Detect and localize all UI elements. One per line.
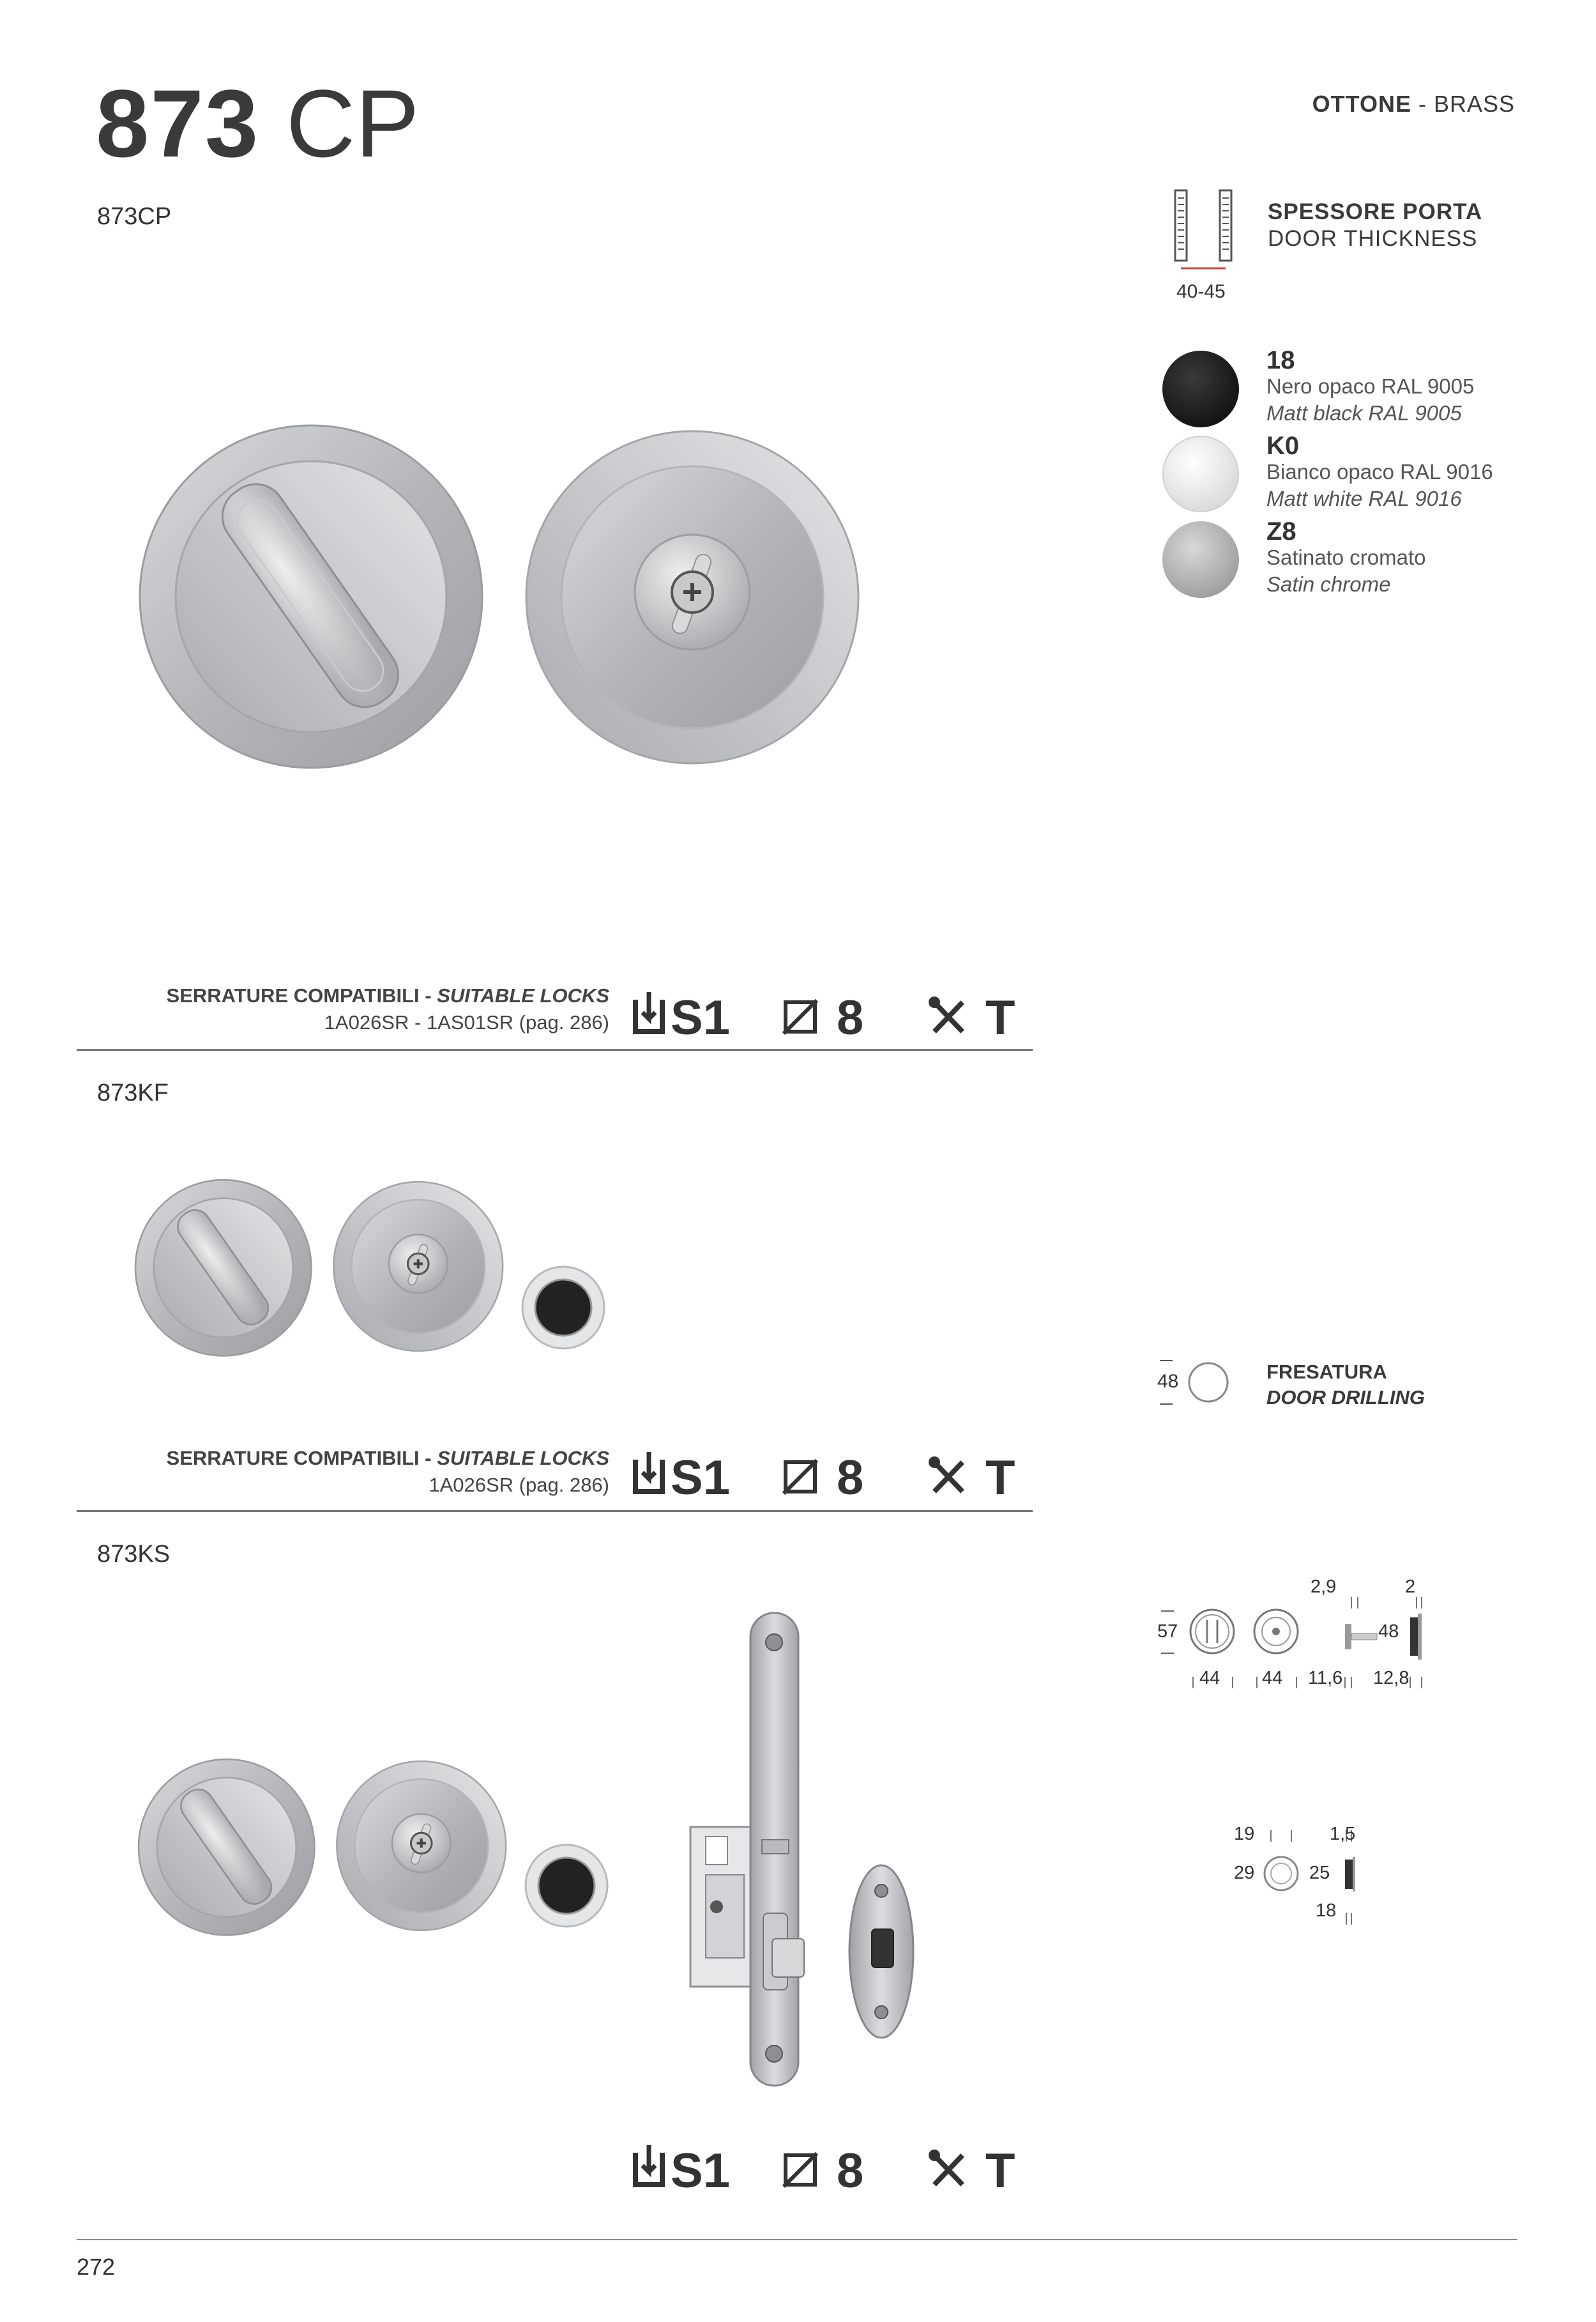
- dim-1-5: 1,5: [1330, 1824, 1356, 1844]
- privacy-turn-image: [137, 423, 485, 771]
- dim-19: 19: [1234, 1824, 1255, 1844]
- tools-icon: [929, 997, 962, 1032]
- dim-44a: 44: [1199, 1668, 1220, 1688]
- finish-name-it-18: Nero opaco RAL 9005: [1266, 374, 1475, 398]
- page-title: [96, 70, 420, 177]
- footer-divider: [77, 2239, 1517, 2240]
- dim-2-9: 2,9: [1311, 1577, 1337, 1597]
- ks-finger-pull-image: [524, 1843, 610, 1929]
- spec-s-value: S1: [671, 2144, 730, 2197]
- mortise-lock-image: [687, 1607, 929, 2092]
- finish-name-it-z8: Satinato cromato: [1266, 546, 1426, 569]
- dim-57: 57: [1157, 1621, 1178, 1642]
- drilling-diameter: 48: [1157, 1371, 1179, 1392]
- title-number: 873: [96, 70, 260, 177]
- compatible-locks-873kf: SERRATURE COMPATIBILI - SUITABLE LOCKS 1A026SR (pag. 286): [34, 1445, 609, 1499]
- door-thickness-label-en: DOOR THICKNESS: [1268, 226, 1478, 251]
- drilling-circle-icon: [1156, 1354, 1239, 1412]
- dim-18: 18: [1316, 1900, 1337, 1921]
- square-spindle-icon: [784, 2153, 817, 2187]
- spec-square-value: 8: [837, 991, 864, 1044]
- compatible-locks-list-873cp: 1A026SR - 1AS01SR (pag. 286): [324, 1011, 609, 1034]
- finish-code-18: 18: [1266, 346, 1295, 374]
- compatible-locks-873cp: SERRATURE COMPATIBILI - SUITABLE LOCKS 1A026SR - 1AS01SR (pag. 286): [34, 982, 609, 1036]
- spec-s-value: S1: [671, 991, 730, 1044]
- ks-release-rose-image: [335, 1758, 508, 1934]
- dim-44b: 44: [1262, 1668, 1283, 1688]
- door-thickness-label-it: SPESSORE PORTA: [1268, 199, 1483, 224]
- drilling-label-en: DOOR DRILLING: [1266, 1386, 1425, 1409]
- kf-privacy-turn-image: [134, 1179, 313, 1357]
- divider: [77, 1510, 1033, 1512]
- spec-s-value: S1: [671, 1451, 730, 1504]
- product-code-873kf: 873KF: [97, 1080, 169, 1106]
- finish-code-z8: Z8: [1266, 517, 1296, 546]
- tools-icon: [929, 2150, 962, 2185]
- finish-swatch-black: [1160, 348, 1242, 430]
- kf-finger-pull-image: [521, 1265, 607, 1351]
- tools-icon: [929, 1456, 962, 1492]
- dim-11-6: 11,6: [1308, 1668, 1343, 1688]
- ks-privacy-turn-image: [137, 1758, 316, 1937]
- spec-tool-value: T: [985, 991, 1015, 1044]
- square-spindle-icon: [784, 1460, 817, 1493]
- page-number: 272: [77, 2254, 116, 2280]
- screw-icon: [635, 2145, 662, 2185]
- divider: [77, 1049, 1033, 1051]
- title-suffix: CP: [285, 70, 420, 177]
- drilling-label-it: FRESATURA: [1266, 1361, 1387, 1383]
- finish-code-k0: K0: [1266, 432, 1300, 460]
- finish-name-en-z8: Satin chrome: [1266, 572, 1391, 596]
- finish-name-en-18: Matt black RAL 9005: [1266, 401, 1462, 425]
- compatible-locks-list-873kf: 1A026SR (pag. 286): [429, 1474, 609, 1496]
- spec-square-value: 8: [837, 2144, 864, 2197]
- spec-square-value: 8: [837, 1451, 864, 1504]
- spec-tool-value: T: [985, 2144, 1015, 2197]
- finish-name-it-k0: Bianco opaco RAL 9016: [1266, 460, 1493, 484]
- screw-icon: [635, 1452, 662, 1492]
- spec-icons-row-873cp: [629, 987, 1038, 1044]
- release-rose-image: [525, 425, 860, 770]
- finish-name-en-k0: Matt white RAL 9016: [1266, 487, 1462, 510]
- product-code-873cp: 873CP: [97, 203, 172, 230]
- finish-swatch-white: [1160, 433, 1242, 515]
- square-spindle-icon: [784, 1000, 817, 1034]
- finish-swatch-chrome: [1160, 519, 1242, 600]
- dim-12-8: 12,8: [1373, 1668, 1410, 1688]
- spec-icons-row-873ks: [629, 2140, 1038, 2197]
- product-code-873ks: 873KS: [97, 1541, 171, 1568]
- dim-25: 25: [1309, 1863, 1330, 1883]
- dimension-drawing-finger-pull: [1233, 1824, 1379, 1932]
- dim-29: 29: [1234, 1863, 1255, 1883]
- dim-2: 2: [1405, 1577, 1416, 1597]
- spec-icons-row-873kf: [629, 1447, 1038, 1504]
- dim-48: 48: [1378, 1621, 1399, 1642]
- door-thickness-value: 40-45: [1176, 281, 1226, 302]
- spec-tool-value: T: [985, 1451, 1015, 1504]
- screw-icon: [635, 992, 662, 1032]
- kf-release-rose-image: [332, 1179, 505, 1354]
- material-label: OTTONE - BRASS: [1312, 91, 1515, 117]
